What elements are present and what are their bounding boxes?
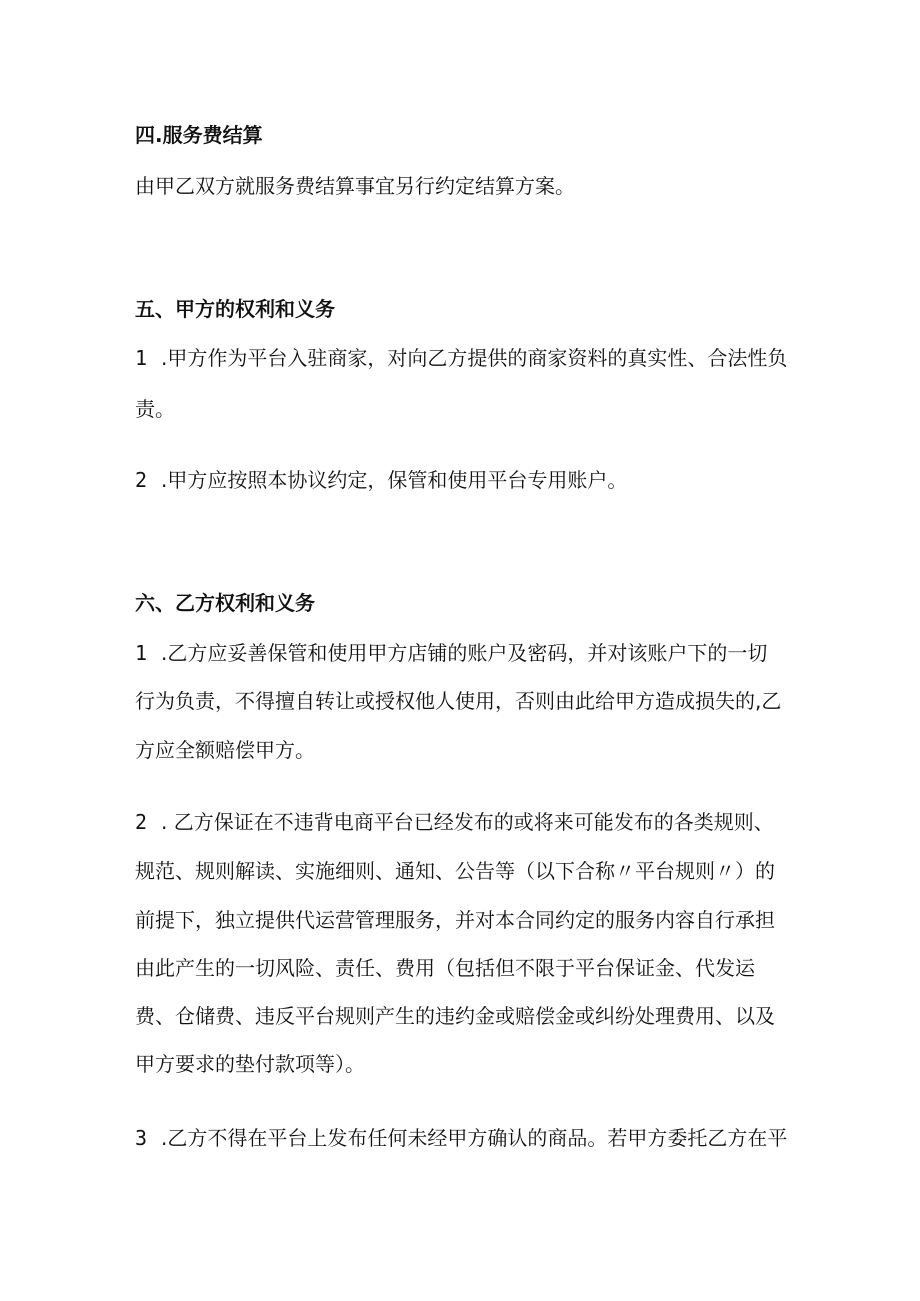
section-4-body: 由甲乙双方就服务费结算事宜另行约定结算方案。 (135, 174, 575, 198)
item-text: .甲方应按照本协议约定，保管和使用平台专用账户。 (161, 468, 628, 492)
section-6-heading: 六、乙方权利和义务 (135, 591, 315, 615)
item-text: .乙方应妥善保管和使用甲方店铺的账户及密码，并对该账户下的一切 (161, 641, 768, 665)
item-number: 1 (135, 346, 148, 370)
section-5-item-1-line-1 (135, 344, 787, 372)
section-6-item-2-line-4: 由此产生的一切风险、责任、费用（包括但不限于平台保证金、代发运 (135, 956, 755, 980)
section-6-item-2-line-6: 甲方要求的垫付款项等）。 (135, 1052, 365, 1076)
item-text: .甲方作为平台入驻商家，对向乙方提供的商家资料的真实性、合法性负 (161, 346, 788, 370)
section-4-heading: 四.服务费结算 (135, 123, 263, 147)
section-5-heading: 五、甲方的权利和义务 (135, 297, 335, 321)
section-6-item-2-line-1 (135, 808, 774, 836)
section-5-item-2-line-1 (135, 466, 627, 494)
item-number: 3 (135, 1126, 148, 1150)
item-number: 1 (135, 641, 148, 665)
item-number: 2 (135, 810, 148, 834)
section-6-item-1-line-3: 方应全额赔偿甲方。 (135, 738, 315, 762)
item-text: . 乙方保证在不违背电商平台已经发布的或将来可能发布的各类规则、 (161, 810, 774, 834)
section-6-item-2-line-5: 费、仓储费、违反平台规则产生的违约金或赔偿金或纠纷处理费用、以及 (135, 1004, 775, 1028)
item-number: 2 (135, 468, 148, 492)
section-6-item-1-line-1 (135, 639, 767, 667)
section-6-item-3-line-1 (135, 1124, 787, 1152)
item-text: .乙方不得在平台上发布任何未经甲方确认的商品。若甲方委托乙方在平 (161, 1126, 788, 1150)
section-6-item-2-line-2: 规范、规则解读、实施细则、通知、公告等（以下合称〃平台规则〃）的 (135, 859, 775, 883)
section-5-item-1-line-2: 责。 (135, 397, 175, 421)
section-6-item-2-line-3: 前提下，独立提供代运营管理服务，并对本合同约定的服务内容自行承担 (135, 908, 775, 932)
section-6-item-1-line-2: 行为负责，不得擅自转让或授权他人使用，否则由此给甲方造成损失的,乙 (135, 689, 782, 713)
